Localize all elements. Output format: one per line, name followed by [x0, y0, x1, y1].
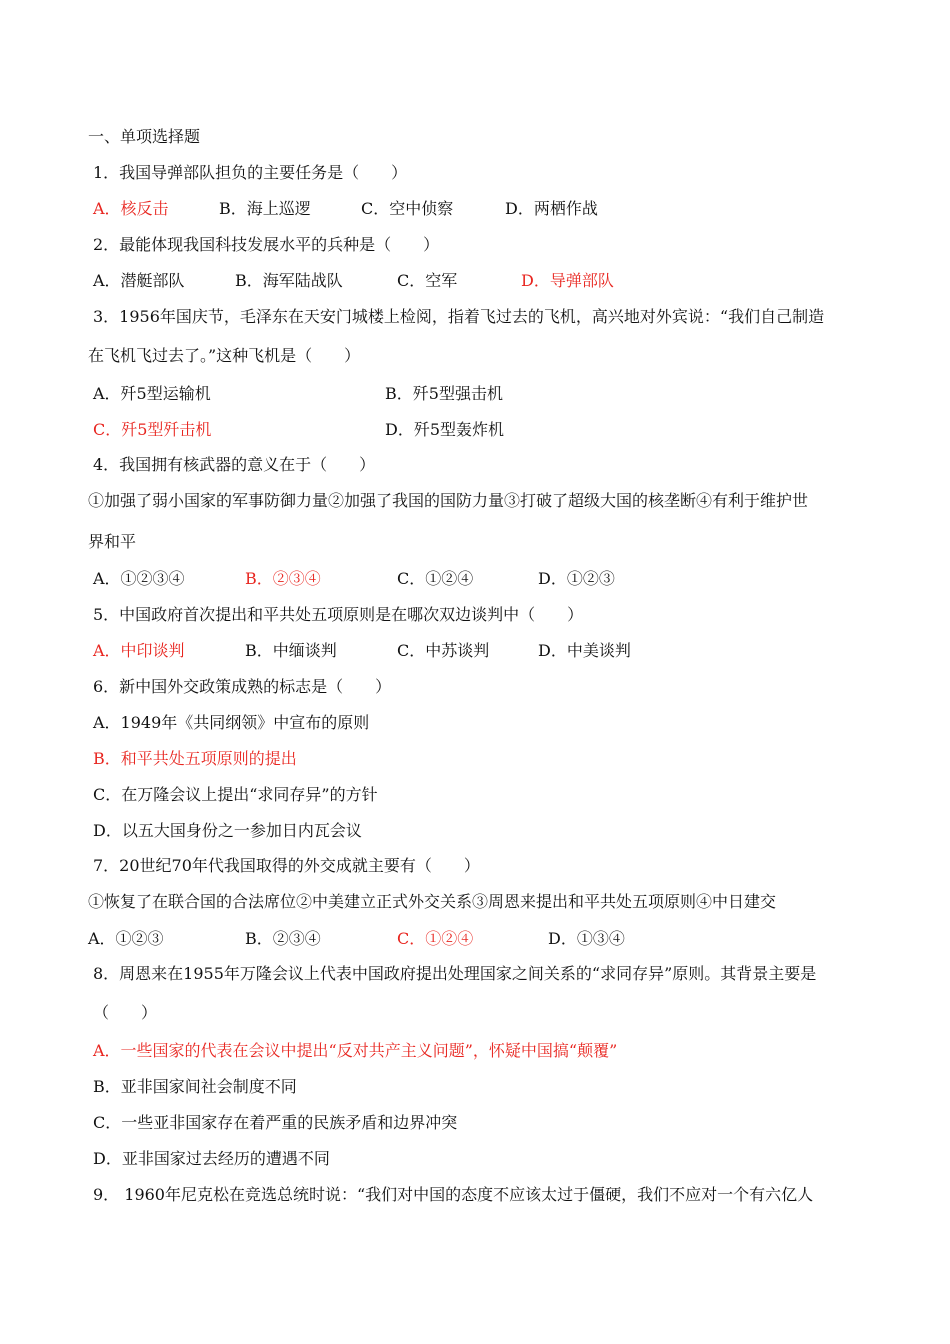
question-6-stem: 6．新中国外交政策成熟的标志是（ ）	[93, 677, 392, 696]
question-8-stem-line-2: （ ）	[93, 1003, 158, 1022]
question-4-option-c: C．①②④	[397, 569, 474, 588]
question-5-option-d: D．中美谈判	[538, 641, 631, 660]
question-1-stem: 1．我国导弹部队担负的主要任务是（ ）	[93, 163, 408, 182]
question-1-option-d: D．两栖作战	[505, 199, 598, 218]
question-3-stem-line-1: 3．1956年国庆节，毛泽东在天安门城楼上检阅，指着飞过去的飞机，高兴地对外宾说：“我们自己制造	[93, 307, 825, 326]
question-8-option-d: D．亚非国家过去经历的遭遇不同	[93, 1149, 330, 1168]
question-7-option-c: C．①②④	[397, 929, 474, 948]
question-4-option-d: D．①②③	[538, 569, 615, 588]
question-1-option-c: C．空中侦察	[361, 199, 454, 218]
question-6-option-d: D．以五大国身份之一参加日内瓦会议	[93, 821, 362, 840]
question-1-option-a: A．核反击	[93, 199, 169, 218]
question-8-option-a: A．一些国家的代表在会议中提出“反对共产主义问题”，怀疑中国搞“颠覆”	[93, 1041, 618, 1060]
question-4-option-a: A．①②③④	[93, 569, 185, 588]
question-9-stem-line-1: 9． 1960年尼克松在竞选总统时说：“我们对中国的态度不应该太过于僵硬，我们不应对一个有六亿人	[93, 1185, 814, 1204]
question-7-items: ①恢复了在联合国的合法席位②中美建立正式外交关系③周恩来提出和平共处五项原则④中日建交	[88, 892, 777, 911]
question-3-option-d: D．歼5型轰炸机	[385, 420, 505, 439]
question-8-stem-line-1: 8．周恩来在1955年万隆会议上代表中国政府提出处理国家之间关系的“求同存异”原则。其背景主要是	[93, 964, 817, 983]
question-4-items-line-1: ①加强了弱小国家的军事防御力量②加强了我国的国防力量③打破了超级大国的核垄断④有利于维护世	[88, 491, 809, 510]
question-7-option-b: B．②③④	[245, 929, 321, 948]
question-6-option-a: A．1949年《共同纲领》中宣布的原则	[93, 713, 370, 732]
question-7-option-a: A．①②③	[88, 929, 164, 948]
question-7-stem: 7．20世纪70年代我国取得的外交成就主要有（ ）	[93, 856, 480, 875]
question-5-option-a: A．中印谈判	[93, 641, 185, 660]
question-2-stem: 2．最能体现我国科技发展水平的兵种是（ ）	[93, 235, 440, 254]
question-7-option-d: D．①③④	[548, 929, 625, 948]
question-8-option-b: B．亚非国家间社会制度不同	[93, 1077, 297, 1096]
section-title: 一、单项选择题	[88, 127, 201, 146]
question-2-option-d: D．导弹部队	[521, 271, 614, 290]
question-6-option-c: C．在万隆会议上提出“求同存异”的方针	[93, 785, 378, 804]
question-4-option-b: B．②③④	[245, 569, 321, 588]
question-3-option-a: A．歼5型运输机	[93, 384, 211, 403]
question-2-option-a: A．潜艇部队	[93, 271, 185, 290]
question-5-stem: 5．中国政府首次提出和平共处五项原则是在哪次双边谈判中（ ）	[93, 605, 584, 624]
question-3-stem-line-2: 在飞机飞过去了。”这种飞机是（ ）	[88, 346, 361, 365]
question-5-option-b: B．中缅谈判	[245, 641, 337, 660]
question-1-option-b: B．海上巡逻	[219, 199, 311, 218]
question-3-option-b: B．歼5型强击机	[385, 384, 503, 403]
question-4-items-line-2: 界和平	[88, 532, 137, 551]
question-2-option-b: B．海军陆战队	[235, 271, 343, 290]
question-8-option-c: C．一些亚非国家存在着严重的民族矛盾和边界冲突	[93, 1113, 458, 1132]
question-4-stem: 4．我国拥有核武器的意义在于（ ）	[93, 455, 376, 474]
question-6-option-b: B．和平共处五项原则的提出	[93, 749, 297, 768]
question-5-option-c: C．中苏谈判	[397, 641, 490, 660]
question-2-option-c: C．空军	[397, 271, 458, 290]
question-3-option-c: C．歼5型歼击机	[93, 420, 212, 439]
